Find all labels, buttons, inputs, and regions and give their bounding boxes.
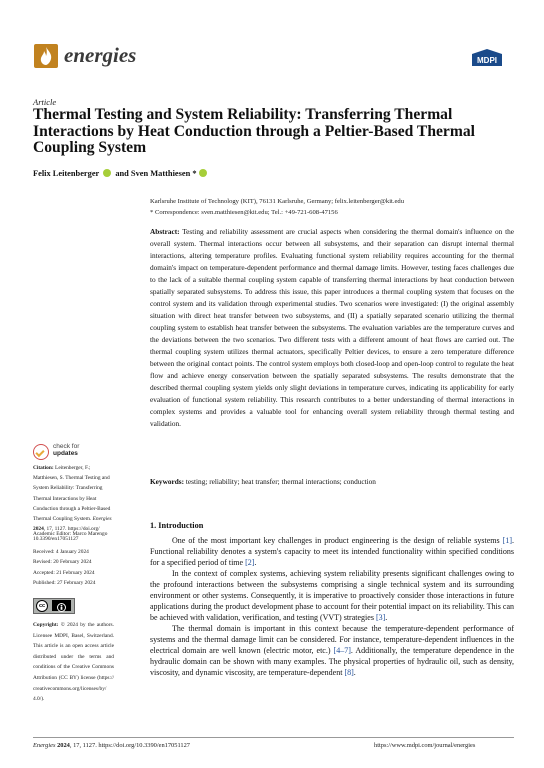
paragraph (150, 568, 514, 623)
cc-by-license-icon[interactable] (33, 598, 75, 614)
copyright-text: © 2024 by the authors. Licensee MDPI, Basel, Switzerland. This article is an open access article distributed under the terms and conditions of the Creative Commons Attribution (CC BY) license (https:// creativecommons.org/licenses/by/ 4.0/). (33, 622, 114, 703)
text-run: The thermal domain is important in this context because the temperature-dependent performance of systems and the thermal damage limit can be considered. For instance, temperature-dependent influences in the electrical domain are well known (electric motor, etc.) (150, 624, 514, 655)
revised-date: Revised: 20 February 2024 (33, 559, 92, 566)
dates-block (33, 547, 95, 588)
text-run: . (353, 668, 356, 677)
paragraph (150, 623, 514, 678)
accepted-date: Accepted: 21 February 2024 (33, 569, 95, 576)
copyright-label: Copyright: (33, 622, 59, 628)
abstract-label: Abstract: (150, 227, 180, 236)
author-name[interactable]: Felix Leitenberger (33, 169, 100, 178)
by-icon (52, 600, 71, 611)
abstract-text: Testing and reliability assessment are crucial aspects when considering the thermal domain's influence on the overall system. Thermal interactions occur between all subsystems, and their separation can disrupt internal thermal interactions, altering temperature profiles. Evaluating functional system reliability requires accounting for the thermal domain's impact on temperature-dependent performance and thermal damage limits. However, testing faces challenges due to the lack of a suitable thermal coupling system capable of transferring thermal interactions by heat conduction between spatially separated subsystems. To address this issue, this paper introduces a thermal coupling system that focuses on the control system and its validation through experimental studies. Two scenarios were investigated: (I) the original assembly situation with direct heat transfer between two subsystems, and (II) a spatially separated scenario utilizing the thermal coupling system to establish heat transfer between the subsystems. The evaluation variables are the temperature curves and the deviations between the two scenarios. Two different tests with a different amount of heat flows are carried out. The thermal coupling system utilizes thermal actuators, specifically Peltier devices, to ensure a zero temperature difference between the original contact points. The control system employs both closed-loop and open-loop control to regulate the heat flow and achieve energy conservation between the spatially separated subsystems. The results demonstrate that the described thermal coupling system yields only slight deviations in temperature curves, indicating its applicability for early evaluation of functional system reliability. This research contributes to a better understanding of thermal interactions in complex systems and provides a valuable tool for enhancing overall system reliability through thermal testing and validation. (150, 227, 514, 428)
journal-name: energies (64, 43, 137, 67)
citation-link[interactable]: [4–7] (333, 646, 351, 655)
journal-logo-icon (34, 44, 58, 68)
text-run: . Functional reliability denotes a system's capacity to meet its intended functionality within specified conditions for a specified period of time (150, 536, 514, 567)
citation-link[interactable]: [1] (502, 536, 512, 545)
abstract (150, 226, 514, 430)
citation-year: 2024 (33, 526, 44, 533)
section-heading: 1. Introduction (150, 521, 204, 530)
citation-link[interactable]: [2] (245, 558, 255, 567)
footer-citation (33, 742, 190, 749)
footer-journal-url[interactable]: https://www.mdpi.com/journal/energies (374, 742, 476, 749)
text-run: One of the most important key challenges in product engineering is the design of reliable systems (172, 536, 503, 545)
authors-line (33, 169, 209, 178)
keywords-text: testing; reliability; heat transfer; thermal interactions; conduction (185, 477, 376, 486)
published-date: Published: 27 February 2024 (33, 579, 96, 586)
orcid-icon[interactable] (199, 169, 207, 177)
author-name[interactable]: Sven Matthiesen (130, 169, 191, 178)
text-run: In the context of complex systems, achieving system reliability presents significant challenges owing to the profound interactions between the subsystems comprising a single technical system and its surrounding environment or other systems. Consequently, it is imperative to proactively consider those interactions in future applications during the product development phase to account for their potential impact on its reliability. This can be achieved with validation, verification, and testing (VVT) strategies (150, 569, 514, 622)
citation-link[interactable]: [8] (344, 668, 354, 677)
flame-icon (34, 44, 58, 68)
citation-doi[interactable]: , 17, 1127. https://doi.org/ 10.3390/en17051127 (33, 526, 100, 543)
cc-icon: cc (36, 600, 48, 612)
correspondence: * Correspondence: sven.matthiesen@kit.edu; Tel.: +49-721-608-47156 (150, 209, 338, 216)
check-updates-line1: check for (53, 443, 80, 450)
introduction-body (150, 535, 514, 678)
text-run: . (254, 558, 257, 567)
author-conjunction: and (115, 169, 129, 178)
academic-editor: Academic Editor: Marco Marengo (33, 531, 108, 537)
corresponding-mark: * (192, 169, 197, 178)
check-icon (33, 444, 49, 460)
text-run: . (385, 613, 388, 622)
keywords (150, 477, 514, 486)
mdpi-label: MDPI (477, 56, 497, 65)
keywords-label: Keywords: (150, 477, 185, 486)
check-updates-line2: updates (53, 450, 78, 457)
footer-doi[interactable]: , 17, 1127. https://doi.org/10.3390/en17051127 (69, 742, 190, 749)
footer-year: 2024 (57, 742, 70, 749)
text-run: . Additionally, the temperature dependence in the hydraulic domain can be shown with many examples. The physical properties of hydraulic oil, such as density, viscosity, and dynamic viscosity, are temperature-dependent (150, 646, 515, 677)
citation-label: Citation: (33, 465, 54, 471)
copyright-notice (33, 620, 114, 705)
received-date: Received: 4 January 2024 (33, 549, 89, 555)
paragraph (150, 535, 514, 568)
citation-link[interactable]: [3] (375, 613, 386, 622)
mdpi-logo-icon (470, 48, 504, 68)
affiliation: Karlsruhe Institute of Technology (KIT), 76131 Karlsruhe, Germany; felix.leitenberger@kit.edu (150, 198, 405, 205)
orcid-icon[interactable] (103, 169, 111, 177)
citation-text: Leitenberger, F.; Matthiesen, S. Thermal Testing and System Reliability: Transferring Thermal Interactions by Heat Conduction through a Peltier-Based Thermal Coupling System. (33, 465, 111, 523)
paper-title: Thermal Testing and System Reliability: Transferring Thermal Interactions by Heat Conduction through a Peltier-Based Thermal Coupling System (33, 106, 475, 156)
footer-divider (33, 737, 514, 738)
footer-journal: Energies (33, 742, 56, 749)
citation-journal: Energies (92, 516, 112, 523)
check-for-updates-button[interactable] (33, 443, 79, 460)
article-type: Article (33, 97, 57, 107)
